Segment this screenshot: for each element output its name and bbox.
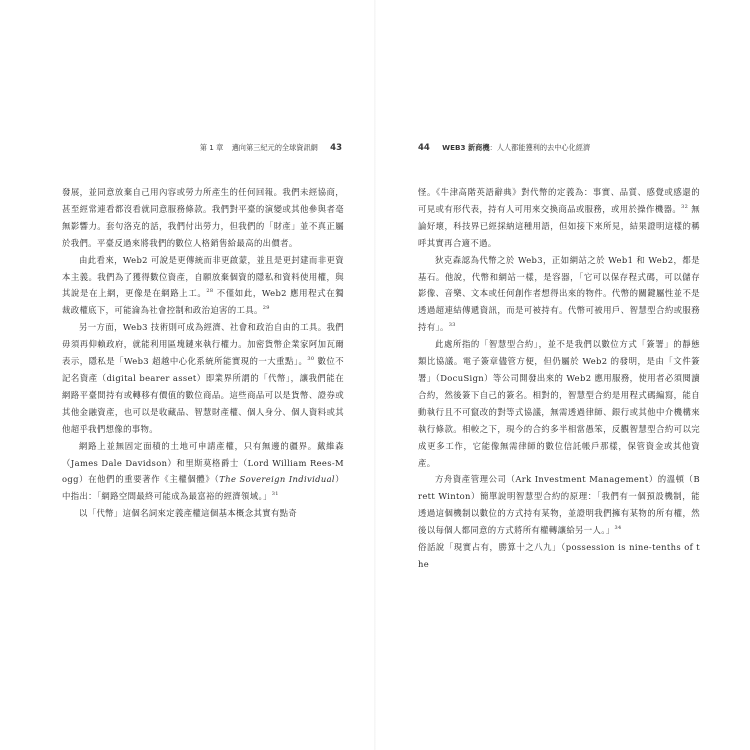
right-paragraph-1: [418, 184, 700, 252]
right-page-body: [418, 184, 700, 573]
right-page-number: 44: [418, 143, 430, 153]
right-paragraph-3: [418, 336, 700, 471]
paragraph-text: 發展，並同意放棄自己用內容或勞力所產生的任何回報。我們未經協商，甚至經常連看都沒看就同意服務條款。我們對平臺的演變或其他參與者毫無影響力。套句洛克的話，我們付出勞力，但我們的「財產」並不真正屬於我們。平臺反過來將我們的數位人格銷售給最高的出價者。: [62, 187, 344, 248]
paragraph-text: 數位不記名資產（digital bearer asset）即業界所謂的「代幣」，讓我們能在網路平臺間持有或轉移有價值的數位商品。這些商品可以是貨幣、證券或其他金融資產，也可以是收藏品、智慧財產權、個人身分、個人資料或其他超乎我們想像的事物。: [62, 356, 344, 434]
paragraph-text: 俗話說「現實占有，勝算十之八九」（possession is nine-tenths of the: [418, 542, 700, 569]
right-paragraph-4: [418, 471, 700, 572]
right-running-head: [418, 143, 590, 153]
book-title: WEB3 新商機: [442, 143, 490, 152]
paragraph-text: 以「代幣」這個名詞來定義產權這個基本概念其實有點奇: [79, 508, 298, 519]
footnote-marker: 33: [448, 322, 456, 329]
paragraph-text: 另一方面，Web3 技術則可成為經濟、社會和政治自由的工具。我們毋須再仰賴政府，就能利用區塊鏈來執行權力。加密貨幣企業家阿加瓦爾表示，隱私是「Web3 超越中心化系統所能實現的一大重點」。: [62, 322, 344, 367]
book-title-italic: The Sovereign Individual: [219, 474, 335, 485]
paragraph-text: 此處所指的「智慧型合約」，並不是我們以數位方式「簽署」的靜態類比協議。電子簽章儘管方便，但仍屬於 Web2 的發明，是由「文件簽署」（DocuSign）等公司開發出來的 Web2 應用服務，使用者必須閱讀合約，然後簽下自己的簽名。相對的，智慧型合約是用程式碼編寫，能自動執行且不可竄改的對等式協議，無需透過律師、銀行或其他中介機構來執行條款。相較之下，現今的合約多半相當愚笨，反觀智慧型合約可以完成更多工作，它能像無需律師的數位信託帳戶那樣，保管資金或其他資產。: [418, 339, 700, 468]
paragraph-text: ）中指出：「網路空間最終可能成為最富裕的經濟領域。」: [62, 474, 344, 502]
footnote-marker: 28: [206, 288, 214, 295]
left-paragraph-2: [62, 252, 344, 320]
footnote-marker: 34: [614, 525, 622, 532]
book-gutter: [374, 0, 376, 750]
paragraph-text: 怪。《牛津高階英語辭典》對代幣的定義為：事實、品質、感覺或感還的可見或有形代表，持有人可用來交換商品或服務，或用於操作機器。: [418, 187, 700, 214]
left-page-number: 43: [330, 143, 342, 153]
footnote-marker: 32: [681, 204, 689, 211]
footnote-marker: 30: [307, 356, 315, 363]
paragraph-text: 由此看來，Web2 可說是更傳統而非更啟蒙，並且是更封建而非更資本主義。我們為了獲得數位資產，自願放棄個資的隱私和資料使用權，與其說是在上網，更像是在網路上工。: [62, 254, 344, 299]
book-subtitle: ：人人都能獲利的去中心化經濟: [489, 143, 591, 152]
chapter-label: 第 1 章: [199, 143, 224, 152]
left-paragraph-3: [62, 319, 344, 437]
left-paragraph-4: [62, 438, 344, 506]
left-paragraph-5: [62, 505, 344, 522]
paragraph-text: 網路上並無固定面積的土地可申請產權，只有無邊的疆界。戴維森（James Dale Davidson）和里斯莫格爵士（Lord William Rees-Mogg）在他們的重要著作《主權個體》（: [62, 440, 344, 485]
left-running-head: [200, 143, 342, 153]
paragraph-text: 方舟資產管理公司（Ark Investment Management）的溫頓（Brett Winton）簡單說明智慧型合約的原理：「我們有一個預設機制，能透過這個機制以數位的方式持有某物，並證明我們擁有某物的所有權，然後以每個人都同意的方式將所有權轉讓給另一人。」: [418, 474, 700, 536]
left-paragraph-1: [62, 184, 344, 252]
paragraph-text: 狄克森認為代幣之於 Web3，正如網站之於 Web1 和 Web2，都是基石。他說，代幣和網站一樣，是容器，「它可以保存程式碼，可以儲存影像、音樂、文本或任何創作者想得出來的物件。代幣的關鍵屬性並不是透過超連結傳遞資訊，而是可被持有。代幣可被用戶、智慧型合約或服務持有」。: [418, 254, 700, 333]
left-page-body: [62, 184, 344, 522]
chapter-title: 邁向第三紀元的全球資訊網: [231, 143, 318, 152]
right-paragraph-2: [418, 252, 700, 337]
footnote-marker: 31: [271, 491, 279, 498]
footnote-marker: 29: [262, 305, 270, 312]
paragraph-text: 不僅如此，Web2 應用程式在獨裁政權底下，可能淪為社會控制和政治迫害的工具。: [62, 288, 345, 316]
paragraph-text: 無論好壞，科技界已經採納這種用語，但如接下來所見，結果證明這樣的稱呼其實再合適不過。: [418, 203, 700, 248]
